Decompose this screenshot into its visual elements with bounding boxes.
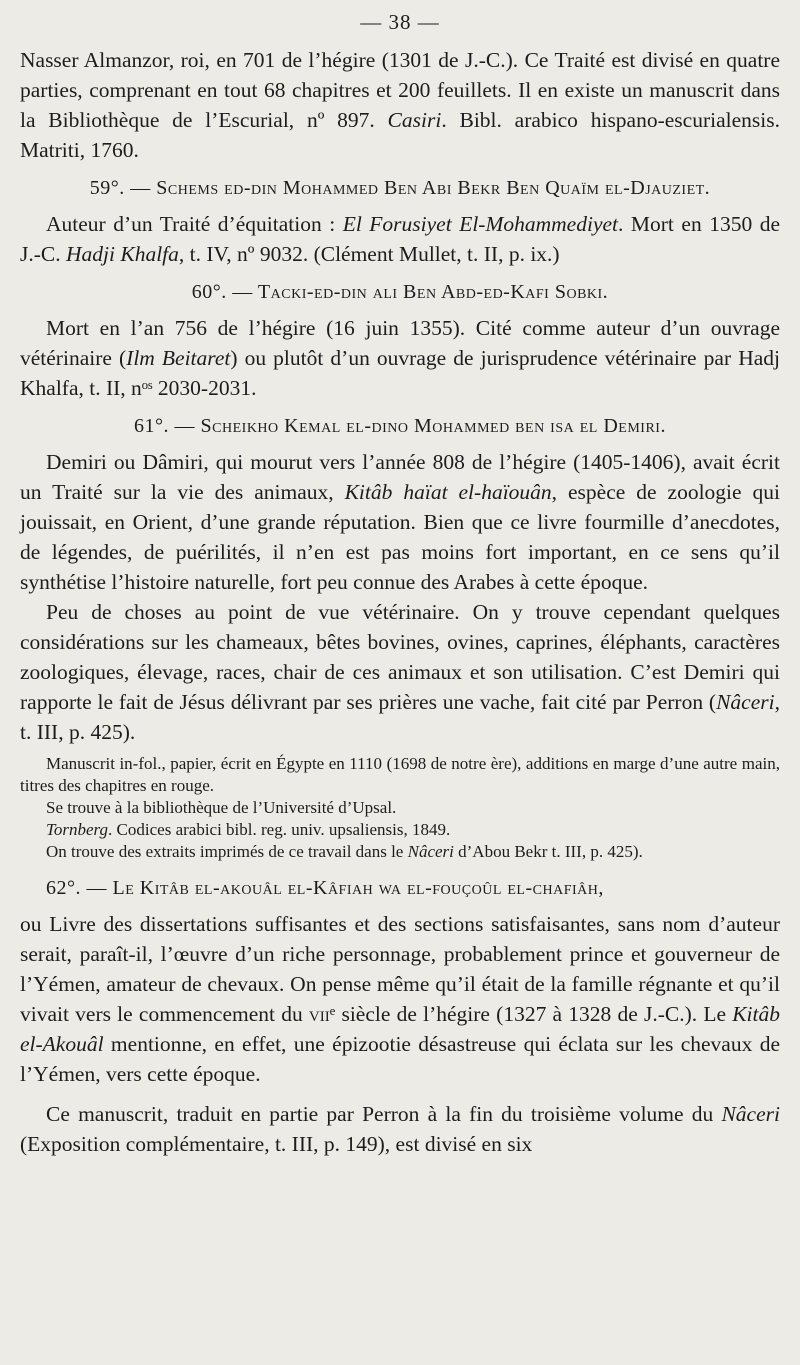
note-extracts: On trouve des extraits imprimés de ce travail dans le Nâceri d’Abou Bekr t. III, p. 425).: [46, 842, 643, 861]
page-number: — 38 —: [360, 10, 440, 34]
note-manuscript: Manuscrit in-fol., papier, écrit en Égypte en 1110 (1698 de notre ère), additions en marge d’une autre main, titres des chapitres en rouge.: [20, 754, 780, 795]
entry-59-text: Auteur d’un Traité d’équitation : El Forusiyet El-Mohammediyet. Mort en 1350 de J.-C. Hadji Khalfa, t. IV, nº 9032. (Clément Mullet, t. II, p. ix.): [20, 212, 780, 266]
entry-61-heading: 61°. — Scheikho Kemal el-dino Mohammed ben isa el Demiri.: [134, 415, 666, 437]
entry-60-heading: 60°. — Tacki-ed-din ali Ben Abd-ed-Kafi Sobki.: [191, 281, 609, 303]
entry-62-paragraph-2: Ce manuscrit, traduit en partie par Perron à la fin du troisième volume du Nâceri (Exposition complémentaire, t. III, p. 149), est divisé en six: [20, 1102, 780, 1156]
note-tornberg: Tornberg. Codices arabici bibl. reg. univ. upsaliensis, 1849.: [46, 820, 451, 839]
note-location: Se trouve à la bibliothèque de l’Université d’Upsal.: [46, 798, 397, 817]
entry-61-paragraph-2: Peu de choses au point de vue vétérinaire. On y trouve cependant quelques considérations sur les chameaux, bêtes bovines, ovines, caprines, éléphants, caractères zoologiques, élevage, races, chair de ces animaux et son utilisation. C’est Demiri qui rapporte le fait de Jésus délivrant par ses prières une vache, fait cité par Perron (Nâceri, t. III, p. 425).: [20, 600, 780, 744]
entry-59-heading: 59°. — Schems ed-din Mohammed Ben Abi Bekr Ben Quaïm el-Djauziet.: [89, 177, 711, 199]
intro-paragraph: Nasser Almanzor, roi, en 701 de l’hégire (1301 de J.-C.). Ce Traité est divisé en quatre parties, comprenant en tout 68 chapitres et 200 feuillets. Il en existe un manuscrit dans la Bibliothèque de l’Escurial, nº 897. Casiri. Bibl. arabico hispano-escurialensis. Matriti, 1760.: [20, 48, 780, 162]
entry-61-notes: [20, 753, 780, 863]
author-casiri: Casiri: [387, 108, 442, 132]
entry-60-text: Mort en l’an 756 de l’hégire (16 juin 1355). Cité comme auteur d’un ouvrage vétérinaire (Ilm Beitaret) ou plutôt d’un ouvrage de jurisprudence vétérinaire par Hadj Khalfa, t. II, nᵒˢ 2030-2031.: [20, 316, 780, 400]
entry-61-paragraph-1: Demiri ou Dâmiri, qui mourut vers l’année 808 de l’hégire (1405-1406), avait écrit un Traité sur la vie des animaux, Kitâb haïat el-haïouân, espèce de zoologie qui jouissait, en Orient, d’une grande réputation. Bien que ce livre fourmille d’anecdotes, de légendes, de puérilités, il n’en est pas moins fort important, en ce sens qu’il synthétise l’histoire naturelle, fort peu connue des Arabes à cette époque.: [20, 450, 781, 594]
entry-62-paragraph-1: ou Livre des dissertations suffisantes et des sections satisfaisantes, sans nom d’auteur serait, paraît-il, l’œuvre d’un riche personnage, probablement prince et gouverneur de l’Yémen, amateur de chevaux. On pense même qu’il était de la famille régnante et qu’il vivait vers le commencement du viiᵉ siècle de l’hégire (1327 à 1328 de J.-C.). Le Kitâb el-Akouâl mentionne, en effet, une épizootie désastreuse qui éclata sur les chevaux de l’Yémen, vers cette époque.: [20, 912, 780, 1086]
entry-62-heading: 62°. — Le Kitâb el-akouâl el-Kâfiah wa el-fouçoûl el-chafiâh,: [46, 877, 604, 899]
